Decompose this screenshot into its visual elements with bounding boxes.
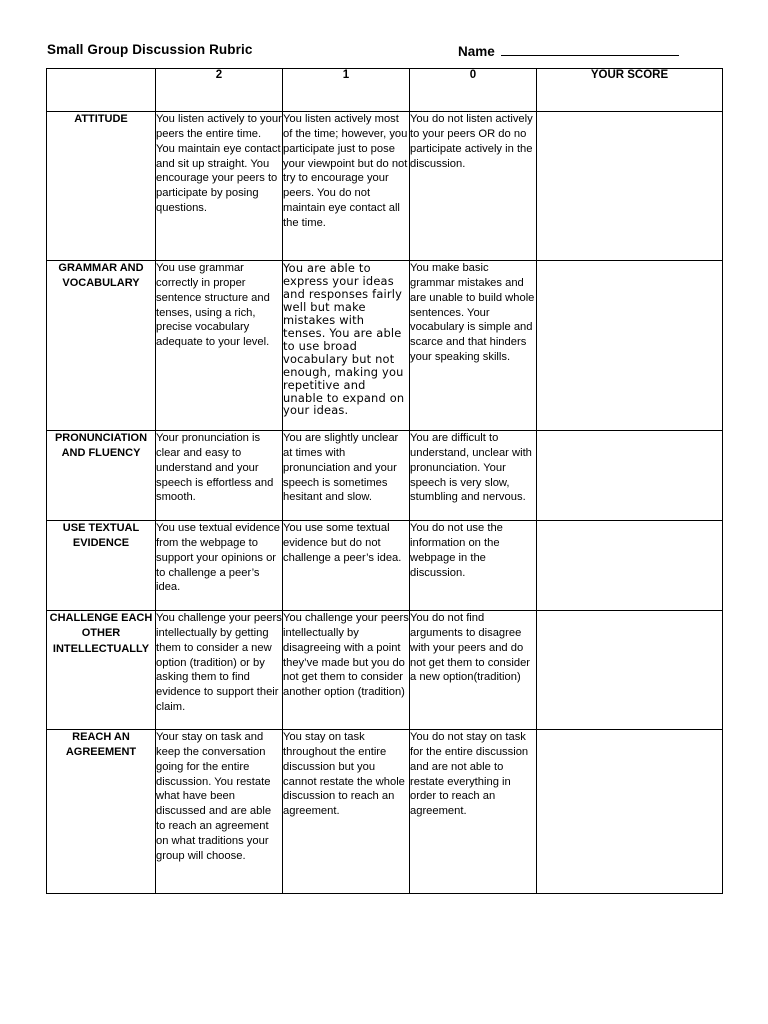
table-row [47,611,723,730]
header-your-score: YOUR SCORE [537,69,723,112]
your-score-cell[interactable] [537,261,723,431]
criterion-label: GRAMMAR AND VOCABULARY [47,261,156,431]
descriptor-score-2: You challenge your peers intellectually by getting them to consider a new option (tradition) or by asking them to find evidence to support their claim. [156,611,283,730]
criterion-label: CHALLENGE EACH OTHER INTELLECTUALLY [47,611,156,730]
criterion-label: REACH AN AGREEMENT [47,730,156,894]
descriptor-score-2: You use textual evidence from the webpage to support your opinions or to challenge a peer’s idea. [156,521,283,611]
descriptor-score-0: You do not listen actively to your peers OR do no participate actively in the discussion. [410,112,537,261]
name-label: Name [458,44,495,59]
table-row [47,261,723,431]
descriptor-score-1: You are slightly unclear at times with pronunciation and your speech is sometimes hesitant and slow. [283,431,410,521]
rubric-table [46,68,723,894]
criterion-label: USE TEXTUAL EVIDENCE [47,521,156,611]
document-title: Small Group Discussion Rubric [47,42,253,57]
header-score-2: 2 [156,69,283,112]
descriptor-score-2: Your pronunciation is clear and easy to understand and your speech is effortless and smooth. [156,431,283,521]
your-score-cell[interactable] [537,730,723,894]
descriptor-score-0: You make basic grammar mistakes and are unable to build whole sentences. Your vocabulary is simple and scarce and that hinders your speaking skills. [410,261,537,431]
name-blank-line[interactable] [501,42,679,56]
descriptor-score-1: You use some textual evidence but do not challenge a peer’s idea. [283,521,410,611]
descriptor-score-0: You are difficult to understand, unclear with pronunciation. Your speech is very slow, stumbling and nervous. [410,431,537,521]
header-score-0: 0 [410,69,537,112]
descriptor-score-2: You use grammar correctly in proper sentence structure and tenses, using a rich, precise vocabulary adequate to your level. [156,261,283,431]
header-row [47,69,723,112]
header-criterion [47,69,156,112]
table-row [47,431,723,521]
criterion-label: ATTITUDE [47,112,156,261]
descriptor-score-0: You do not find arguments to disagree with your peers and do not get them to consider a new option(tradition) [410,611,537,730]
table-row [47,521,723,611]
your-score-cell[interactable] [537,431,723,521]
descriptor-score-2: You listen actively to your peers the entire time. You maintain eye contact and sit up straight. You encourage your peers to participate by posing questions. [156,112,283,261]
table-row [47,112,723,261]
descriptor-score-2: Your stay on task and keep the conversation going for the entire discussion. You restate what have been discussed and are able to reach an agreement on what traditions your group will choose. [156,730,283,894]
criterion-label: PRONUNCIATION AND FLUENCY [47,431,156,521]
descriptor-score-0: You do not stay on task for the entire discussion and are not able to restate everything in order to reach an agreement. [410,730,537,894]
name-field [458,42,679,59]
descriptor-score-1: You challenge your peers intellectually by disagreeing with a point they’ve made but you do not get them to consider another option (tradition) [283,611,410,730]
your-score-cell[interactable] [537,112,723,261]
page-header [47,40,727,64]
header-score-1: 1 [283,69,410,112]
descriptor-score-1: You listen actively most of the time; however, you participate just to pose your viewpoint but do not try to encourage your peers. You do not maintain eye contact all the time. [283,112,410,261]
your-score-cell[interactable] [537,611,723,730]
descriptor-score-1: You stay on task throughout the entire discussion but you cannot restate the whole discussion to reach an agreement. [283,730,410,894]
table-row [47,730,723,894]
descriptor-score-0: You do not use the information on the webpage in the discussion. [410,521,537,611]
descriptor-score-1: You are able to express your ideas and responses fairly well but make mistakes with tenses. You are able to use broad vocabulary but not enough, making you repetitive and unable to expand on your ideas. [283,261,410,431]
your-score-cell[interactable] [537,521,723,611]
